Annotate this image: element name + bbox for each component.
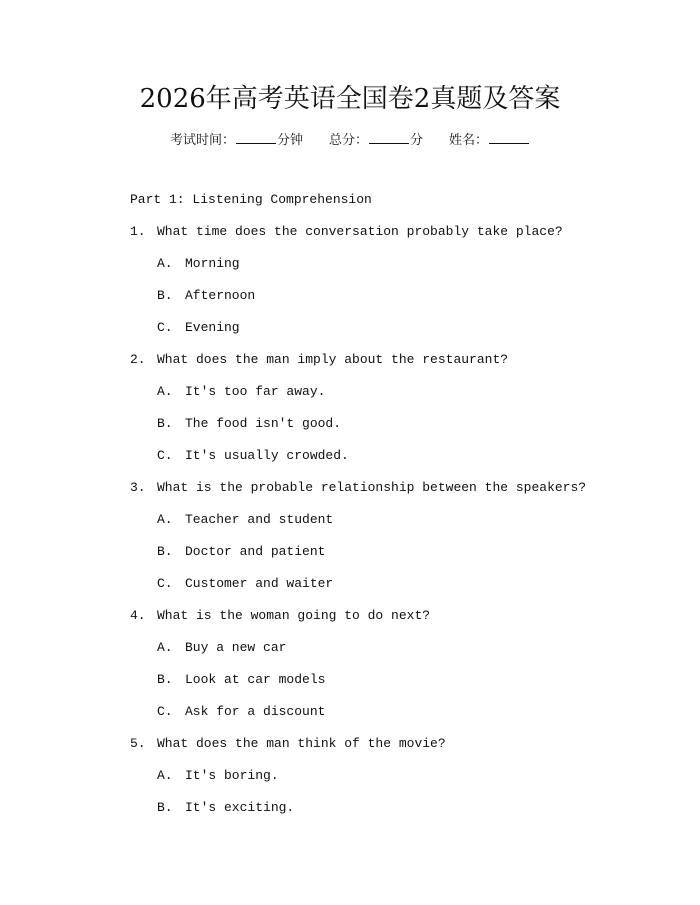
option-letter: B. [157,416,173,431]
page-title: 2026年高考英语全国卷2真题及答案 [139,84,561,114]
answer-option [130,286,650,318]
score-blank [369,131,409,144]
answer-option [130,542,650,574]
question-number: 4. [130,608,146,623]
option-letter: C. [157,704,173,719]
option-text: The food isn't good. [185,416,342,431]
score-unit: 分 [410,133,424,148]
option-letter: C. [157,576,173,591]
question-item [130,606,650,638]
question-text: What does the man imply about the restaurant? [157,352,509,367]
option-letter: B. [157,800,173,815]
option-text: Morning [185,256,240,271]
time-blank [236,131,276,144]
question-item [130,478,650,510]
option-letter: B. [157,672,173,687]
time-label: 考试时间： [169,133,235,148]
question-text: What does the man think of the movie? [157,736,446,751]
option-text: Afternoon [185,288,256,303]
option-text: Doctor and patient [185,544,326,559]
question-number: 2. [130,352,146,367]
option-text: Teacher and student [185,512,334,527]
section-title: Part 1: Listening Comprehension [130,192,372,207]
question-number: 5. [130,736,146,751]
answer-option [130,798,650,830]
option-text: Ask for a discount [185,704,326,719]
option-text: It's usually crowded. [185,448,349,463]
option-text: It's exciting. [185,800,295,815]
question-number: 3. [130,480,146,495]
answer-option [130,446,650,478]
question-text: What time does the conversation probably take place? [157,224,563,239]
option-text: Look at car models [185,672,326,687]
score-label: 总分： [328,133,368,148]
option-letter: B. [157,544,173,559]
option-text: Buy a new car [185,640,287,655]
question-list [130,222,650,830]
question-number: 1. [130,224,146,239]
option-text: It's too far away. [185,384,326,399]
answer-option [130,414,650,446]
answer-option [130,254,650,286]
answer-option [130,510,650,542]
option-letter: A. [157,768,173,783]
question-text: What is the probable relationship between the speakers? [157,480,587,495]
option-letter: A. [157,512,173,527]
option-letter: B. [157,288,173,303]
option-text: Evening [185,320,240,335]
answer-option [130,574,650,606]
option-text: Customer and waiter [185,576,334,591]
answer-option [130,318,650,350]
answer-option [130,702,650,734]
question-item [130,222,650,254]
answer-option [130,382,650,414]
name-blank [489,131,529,144]
option-letter: A. [157,384,173,399]
question-text: What is the woman going to do next? [157,608,431,623]
question-item [130,350,650,382]
exam-info-line [0,131,700,151]
answer-option [130,766,650,798]
option-letter: A. [157,256,173,271]
option-letter: C. [157,448,173,463]
option-letter: C. [157,320,173,335]
name-label: 姓名： [449,133,489,148]
question-item [130,734,650,766]
answer-option [130,670,650,702]
option-text: It's boring. [185,768,279,783]
time-unit: 分钟 [276,133,303,148]
option-letter: A. [157,640,173,655]
answer-option [130,638,650,670]
